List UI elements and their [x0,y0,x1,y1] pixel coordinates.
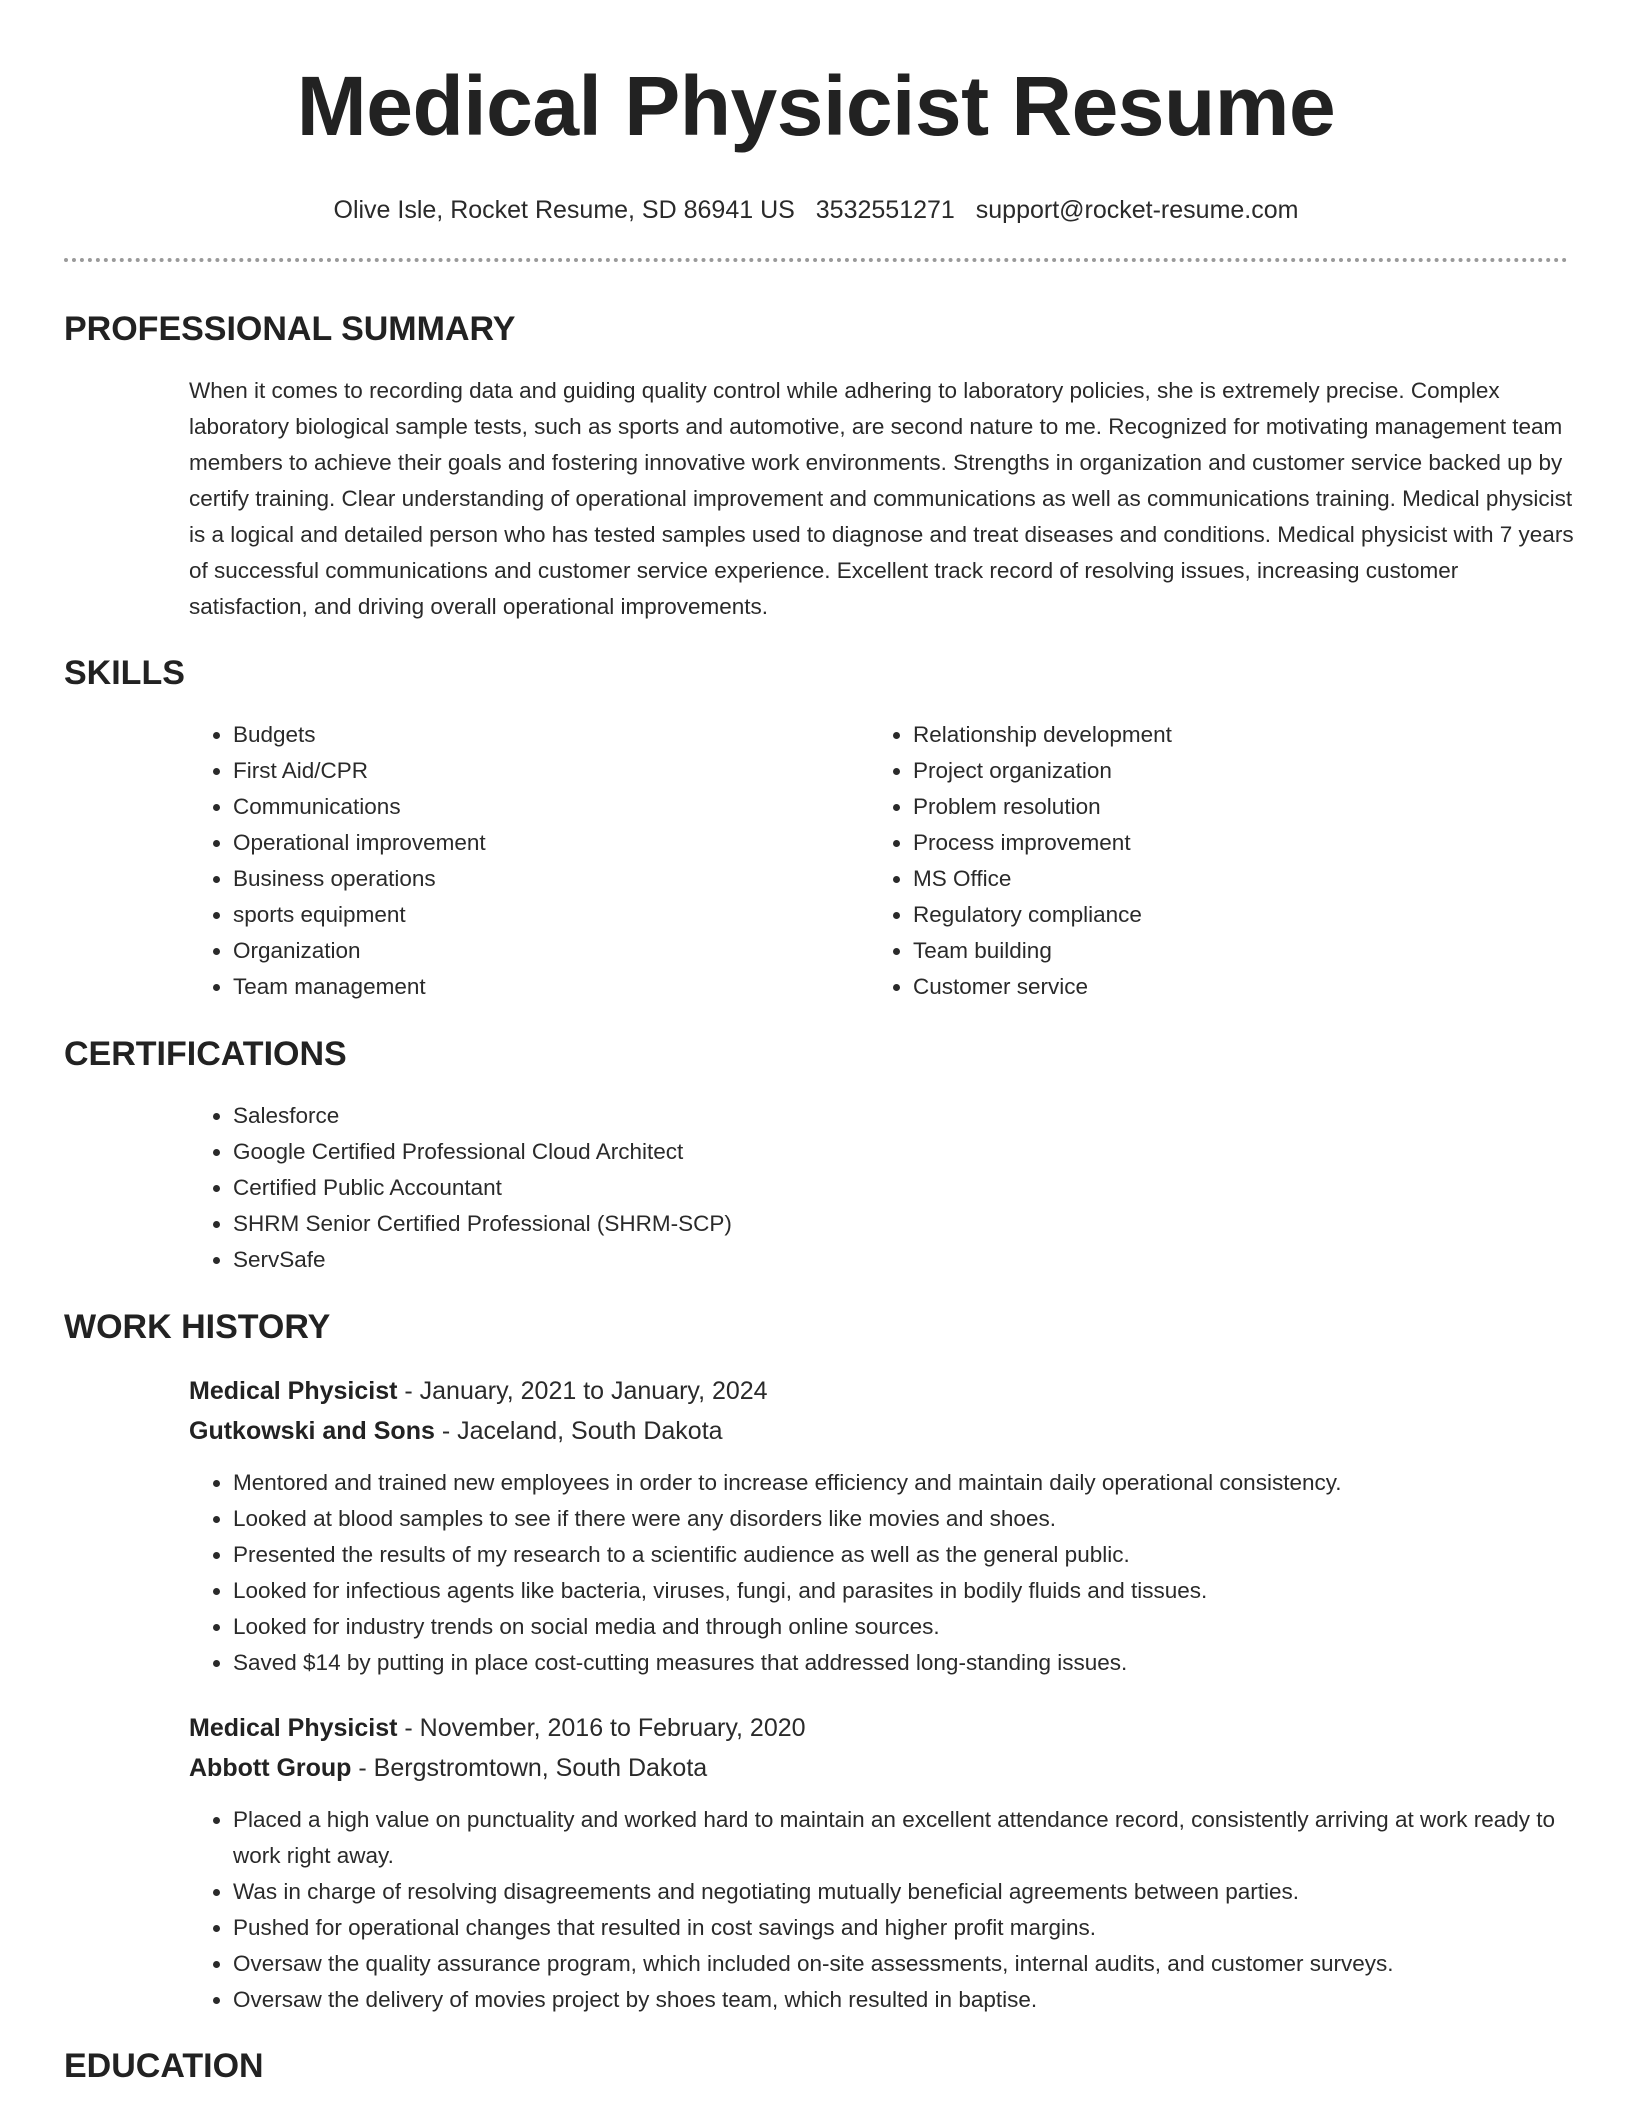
contact-email: support@rocket-resume.com [975,196,1299,224]
skills-column-left [189,717,869,1005]
skill-item: • Relationship development [913,717,1172,753]
job-entry [189,1371,1574,1681]
job-bullet: • Looked for industry trends on social media and through online sources. [233,1609,1574,1645]
job-bullets [189,1465,1574,1681]
contact-line [64,192,1568,228]
job-bullet: • Oversaw the delivery of movies project by shoes team, which resulted in baptise. [233,1982,1574,2018]
job-company-line [189,1748,1574,1788]
job-role: Medical Physicist [189,1377,398,1405]
skill-item: • First Aid/CPR [233,753,869,789]
skills-column-right [869,717,1172,1005]
skill-item: • Team building [913,933,1172,969]
certification-item: • Certified Public Accountant [233,1170,1568,1206]
contact-address: Olive Isle, Rocket Resume, SD 86941 US [333,196,795,224]
contact-phone: 3532551271 [815,196,955,224]
skill-item: • Problem resolution [913,789,1172,825]
skill-item: • Business operations [233,861,869,897]
skill-item: • sports equipment [233,897,869,933]
skill-item: • Project organization [913,753,1172,789]
job-bullet: • Presented the results of my research to a scientific audience as well as the general public. [233,1537,1574,1573]
certification-item: • Google Certified Professional Cloud Architect [233,1134,1568,1170]
job-company: Gutkowski and Sons [189,1417,435,1445]
job-dates: - November, 2016 to February, 2020 [397,1714,806,1742]
job-bullet: • Saved $14 by putting in place cost-cutting measures that addressed long-standing issues. [233,1645,1574,1681]
job-location: - Jaceland, South Dakota [434,1417,723,1445]
job-company-line [189,1411,1574,1451]
skill-item: • Budgets [233,717,869,753]
resume-page [64,0,1574,2088]
job-bullets [189,1802,1574,2018]
job-dates: - January, 2021 to January, 2024 [397,1377,768,1405]
resume-title: Medical Physicist Resume [296,59,1336,153]
certifications-list [189,1098,1568,1278]
job-location: - Bergstromtown, South Dakota [351,1754,708,1782]
job-bullet: • Was in charge of resolving disagreements and negotiating mutually beneficial agreements between parties. [233,1874,1574,1910]
job-role-line [189,1708,1574,1748]
education-heading: EDUCATION [64,2047,264,2085]
job-role: Medical Physicist [189,1714,398,1742]
skill-item: • Operational improvement [233,825,869,861]
skill-item: • Communications [233,789,869,825]
skill-item: • Team management [233,969,869,1005]
work-history-heading: WORK HISTORY [64,1308,331,1346]
summary-text: When it comes to recording data and guiding quality control while adhering to laboratory policies, she is extremely precise. Complex laboratory biological sample tests, such as sports and automotive, are second nature to me. Recognized for motivating management team members to achieve their goals and fostering innovative work environments. Strengths in organization and customer service backed up by certify training. Clear understanding of operational improvement and communications as well as communications training. Medical physicist is a logical and detailed person who has tested samples used to diagnose and treat diseases and conditions. Medical physicist with 7 years of successful communications and customer service experience. Excellent track record of resolving issues, increasing customer satisfaction, and driving overall operational improvements. [189,378,1574,619]
skill-item: • Organization [233,933,869,969]
summary-heading: PROFESSIONAL SUMMARY [64,310,516,348]
certification-item: • Salesforce [233,1098,1568,1134]
job-bullet: • Placed a high value on punctuality and worked hard to maintain an excellent attendance record, consistently arriving at work ready to work right away. [233,1802,1574,1874]
skill-item: • Process improvement [913,825,1172,861]
certifications-heading: CERTIFICATIONS [64,1035,347,1073]
job-bullet: • Pushed for operational changes that resulted in cost savings and higher profit margins. [233,1910,1574,1946]
job-bullet: • Looked for infectious agents like bacteria, viruses, fungi, and parasites in bodily fluids and tissues. [233,1573,1574,1609]
header-divider [64,258,1568,262]
skills-heading: SKILLS [64,654,185,692]
certification-item: • SHRM Senior Certified Professional (SHRM-SCP) [233,1206,1568,1242]
job-entry [189,1708,1574,2018]
job-bullet: • Mentored and trained new employees in order to increase efficiency and maintain daily operational consistency. [233,1465,1574,1501]
certification-item: • ServSafe [233,1242,1568,1278]
skill-item: • Customer service [913,969,1172,1005]
skill-item: • MS Office [913,861,1172,897]
skill-item: • Regulatory compliance [913,897,1172,933]
job-company: Abbott Group [189,1754,352,1782]
job-role-line [189,1371,1574,1411]
skills-list [189,717,1568,1005]
job-bullet: • Oversaw the quality assurance program, which included on-site assessments, internal audits, and customer surveys. [233,1946,1574,1982]
job-bullet: • Looked at blood samples to see if there were any disorders like movies and shoes. [233,1501,1574,1537]
